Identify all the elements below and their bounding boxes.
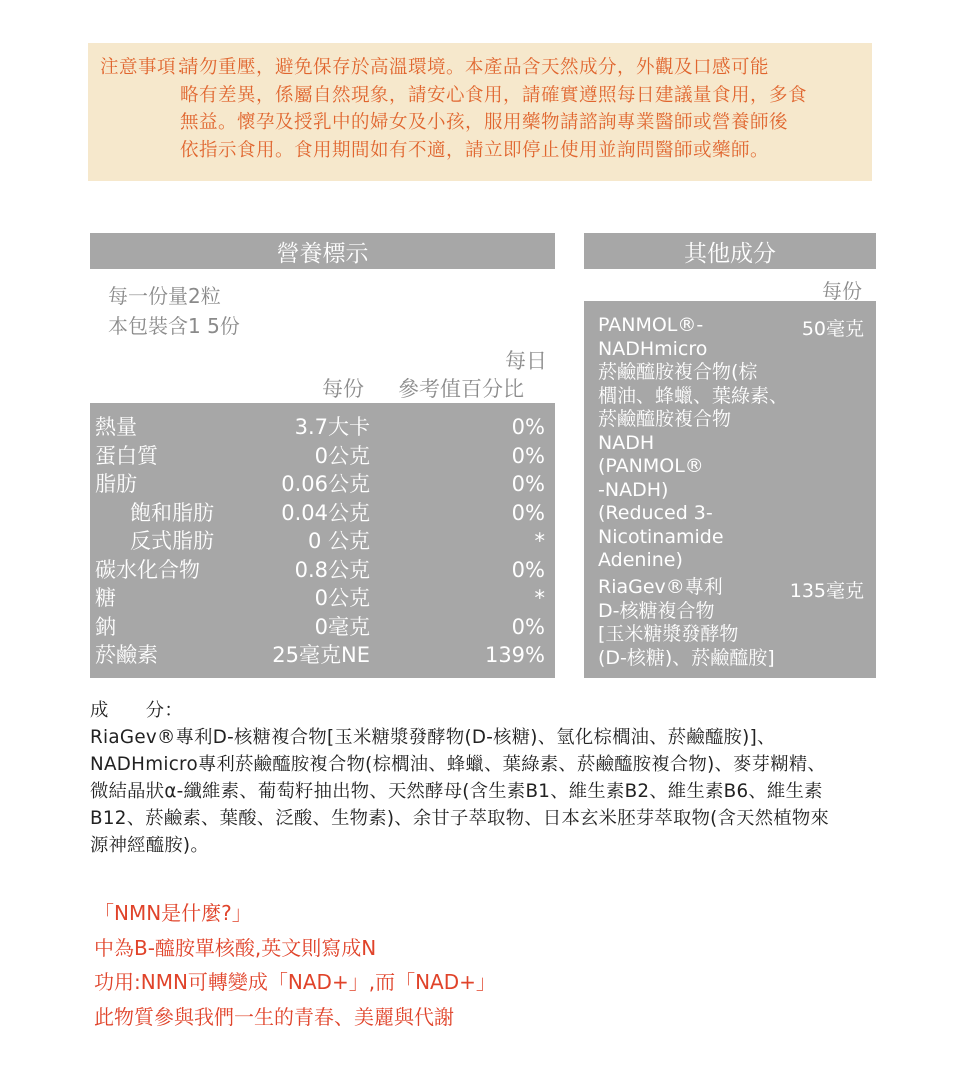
other-ingredients-panel — [584, 233, 876, 678]
nutrient-name: 飽和脂肪 — [130, 500, 214, 525]
notice-box — [88, 43, 872, 181]
ingredient-line: 菸鹼醯胺複合物 — [598, 408, 732, 430]
ingredient-line: NADH — [598, 431, 655, 454]
nutrient-name: 反式脂肪 — [130, 529, 214, 553]
table-row — [90, 470, 555, 498]
ingredients-line: NADHmicro專利菸鹼醯胺複合物(棕櫚油、蜂蠟、葉綠素、菸鹼醯胺複合物)、麥芽糊精、 — [90, 754, 826, 775]
nutrient-pct: * — [534, 586, 545, 610]
nutrient-value: 0.04公克 — [281, 500, 370, 525]
nutrient-name: 脂肪 — [95, 472, 137, 496]
serving-size: 每一份量2粒 — [108, 284, 221, 308]
ingredient-line: Nicotinamide — [598, 525, 724, 548]
nutrient-value: 0.8公克 — [294, 557, 370, 582]
nutrient-value: 0 公克 — [307, 529, 370, 553]
ingredients-line: 源神經醯胺)。 — [90, 835, 209, 856]
nutrient-pct: 0% — [511, 472, 545, 496]
per-serving-label: 每份 — [822, 279, 862, 303]
nutrient-pct: 139% — [484, 643, 545, 667]
ingredient-line: NADHmicro — [598, 337, 708, 360]
nutrient-name: 蛋白質 — [95, 443, 158, 468]
col-daily-heading: 每日 — [505, 349, 547, 373]
notice-line: 無益。懷孕及授乳中的婦女及小孩，服用藥物請諮詢專業醫師或營養師後 — [180, 112, 789, 133]
nutrient-name: 碳水化合物 — [95, 557, 200, 582]
ingredients-line: RiaGev®專利D-核糖複合物[玉米糖漿發酵物(D-核糖)、氫化棕櫚油、菸鹼醯胺)]、 — [90, 727, 776, 748]
table-row — [90, 613, 555, 641]
nmn-line: 「NMN是什麼?」 — [94, 901, 252, 925]
table-row — [90, 499, 555, 527]
nutrient-pct: 0% — [511, 415, 545, 439]
ingredient-line: (D-核糖)、菸鹼醯胺] — [598, 646, 775, 669]
nutrient-value: 3.7大卡 — [294, 415, 370, 439]
ingredient-item — [598, 576, 775, 670]
ingredient-line: RiaGev®專利 — [598, 576, 723, 598]
ingredient-line: 菸鹼醯胺複合物(棕 — [598, 361, 758, 383]
ingredients-line: 微結晶狀α-纖維素、葡萄籽抽出物、天然酵母(含生素B1、維生素B2、維生素B6、維生素 — [90, 781, 823, 802]
ingredient-line: (PANMOL® — [598, 455, 704, 477]
nutrient-value: 0毫克 — [314, 614, 370, 639]
nutrient-pct: 0% — [511, 557, 545, 582]
ingredient-line: (Reduced 3- — [598, 502, 713, 524]
nmn-line: 中為B-醯胺單核酸,英文則寫成N — [94, 935, 377, 960]
nutrient-name: 熱量 — [95, 415, 137, 439]
nutrition-panel — [90, 233, 555, 678]
nmn-info — [94, 896, 496, 1034]
ingredient-line: Adenine) — [598, 549, 683, 571]
ingredient-line: -NADH) — [598, 478, 669, 501]
ingredients-list — [90, 697, 890, 859]
nutrient-pct: 0% — [511, 614, 545, 639]
ingredient-amount: 135毫克 — [789, 580, 864, 602]
ingredients-line: B12、菸鹼素、葉酸、泛酸、生物素)、余甘子萃取物、日本玄米胚芽萃取物(含天然植物來 — [90, 808, 830, 829]
table-row — [90, 413, 555, 441]
ingredient-line: [玉米糖漿發酵物 — [598, 623, 739, 645]
table-row — [90, 442, 555, 470]
table-row — [90, 584, 555, 612]
nutrient-value: 25毫克NE — [272, 643, 370, 667]
servings-per-pack: 本包裝含1 5份 — [108, 314, 240, 338]
nutrient-value: 0.06公克 — [281, 472, 370, 496]
ingredients-label: 成 分： — [90, 700, 183, 721]
nmn-line: 此物質參與我們一生的青春、美麗與代謝 — [94, 1004, 454, 1029]
table-row — [90, 527, 555, 555]
notice-label: 注意事項： — [100, 57, 196, 78]
nutrient-name: 鈉 — [95, 614, 116, 639]
nutrient-pct: * — [534, 529, 545, 553]
col-per-serving-heading: 每份 — [322, 377, 364, 401]
nmn-line: 功用:NMN可轉變成「NAD+」,而「NAD+」 — [94, 970, 496, 994]
table-row — [90, 641, 555, 669]
notice-line: 略有差異，係屬自然現象，請安心食用，請確實遵照每日建議量食用，多食 — [180, 84, 808, 106]
ingredient-line: 櫚油、蜂蠟、葉綠素、 — [598, 384, 789, 407]
nutrient-pct: 0% — [511, 443, 545, 468]
other-ingredients-title: 其他成分 — [584, 233, 876, 271]
nutrient-value: 0公克 — [314, 443, 370, 468]
nutrient-name: 菸鹼素 — [95, 643, 158, 667]
nutrient-pct: 0% — [511, 500, 545, 525]
nutrient-value: 0公克 — [314, 586, 370, 610]
notice-line: 請勿重壓，避免保存於高溫環境。本產品含天然成分，外觀及口感可能 — [180, 57, 770, 78]
col-daily-pct-heading: 參考值百分比 — [398, 377, 524, 401]
ingredient-item — [598, 314, 788, 573]
nutrient-name: 糖 — [95, 586, 116, 610]
ingredient-line: D-核糖複合物 — [598, 599, 715, 622]
notice-line: 依指示食用。食用期間如有不適，請立即停止使用並詢問醫師或藥師。 — [180, 139, 770, 161]
ingredient-line: PANMOL®- — [598, 314, 704, 336]
table-row — [90, 556, 555, 584]
ingredient-amount: 50毫克 — [801, 318, 864, 340]
nutrition-title: 營養標示 — [90, 233, 555, 269]
nutrition-table — [90, 403, 555, 678]
other-ingredients-body — [584, 271, 876, 678]
